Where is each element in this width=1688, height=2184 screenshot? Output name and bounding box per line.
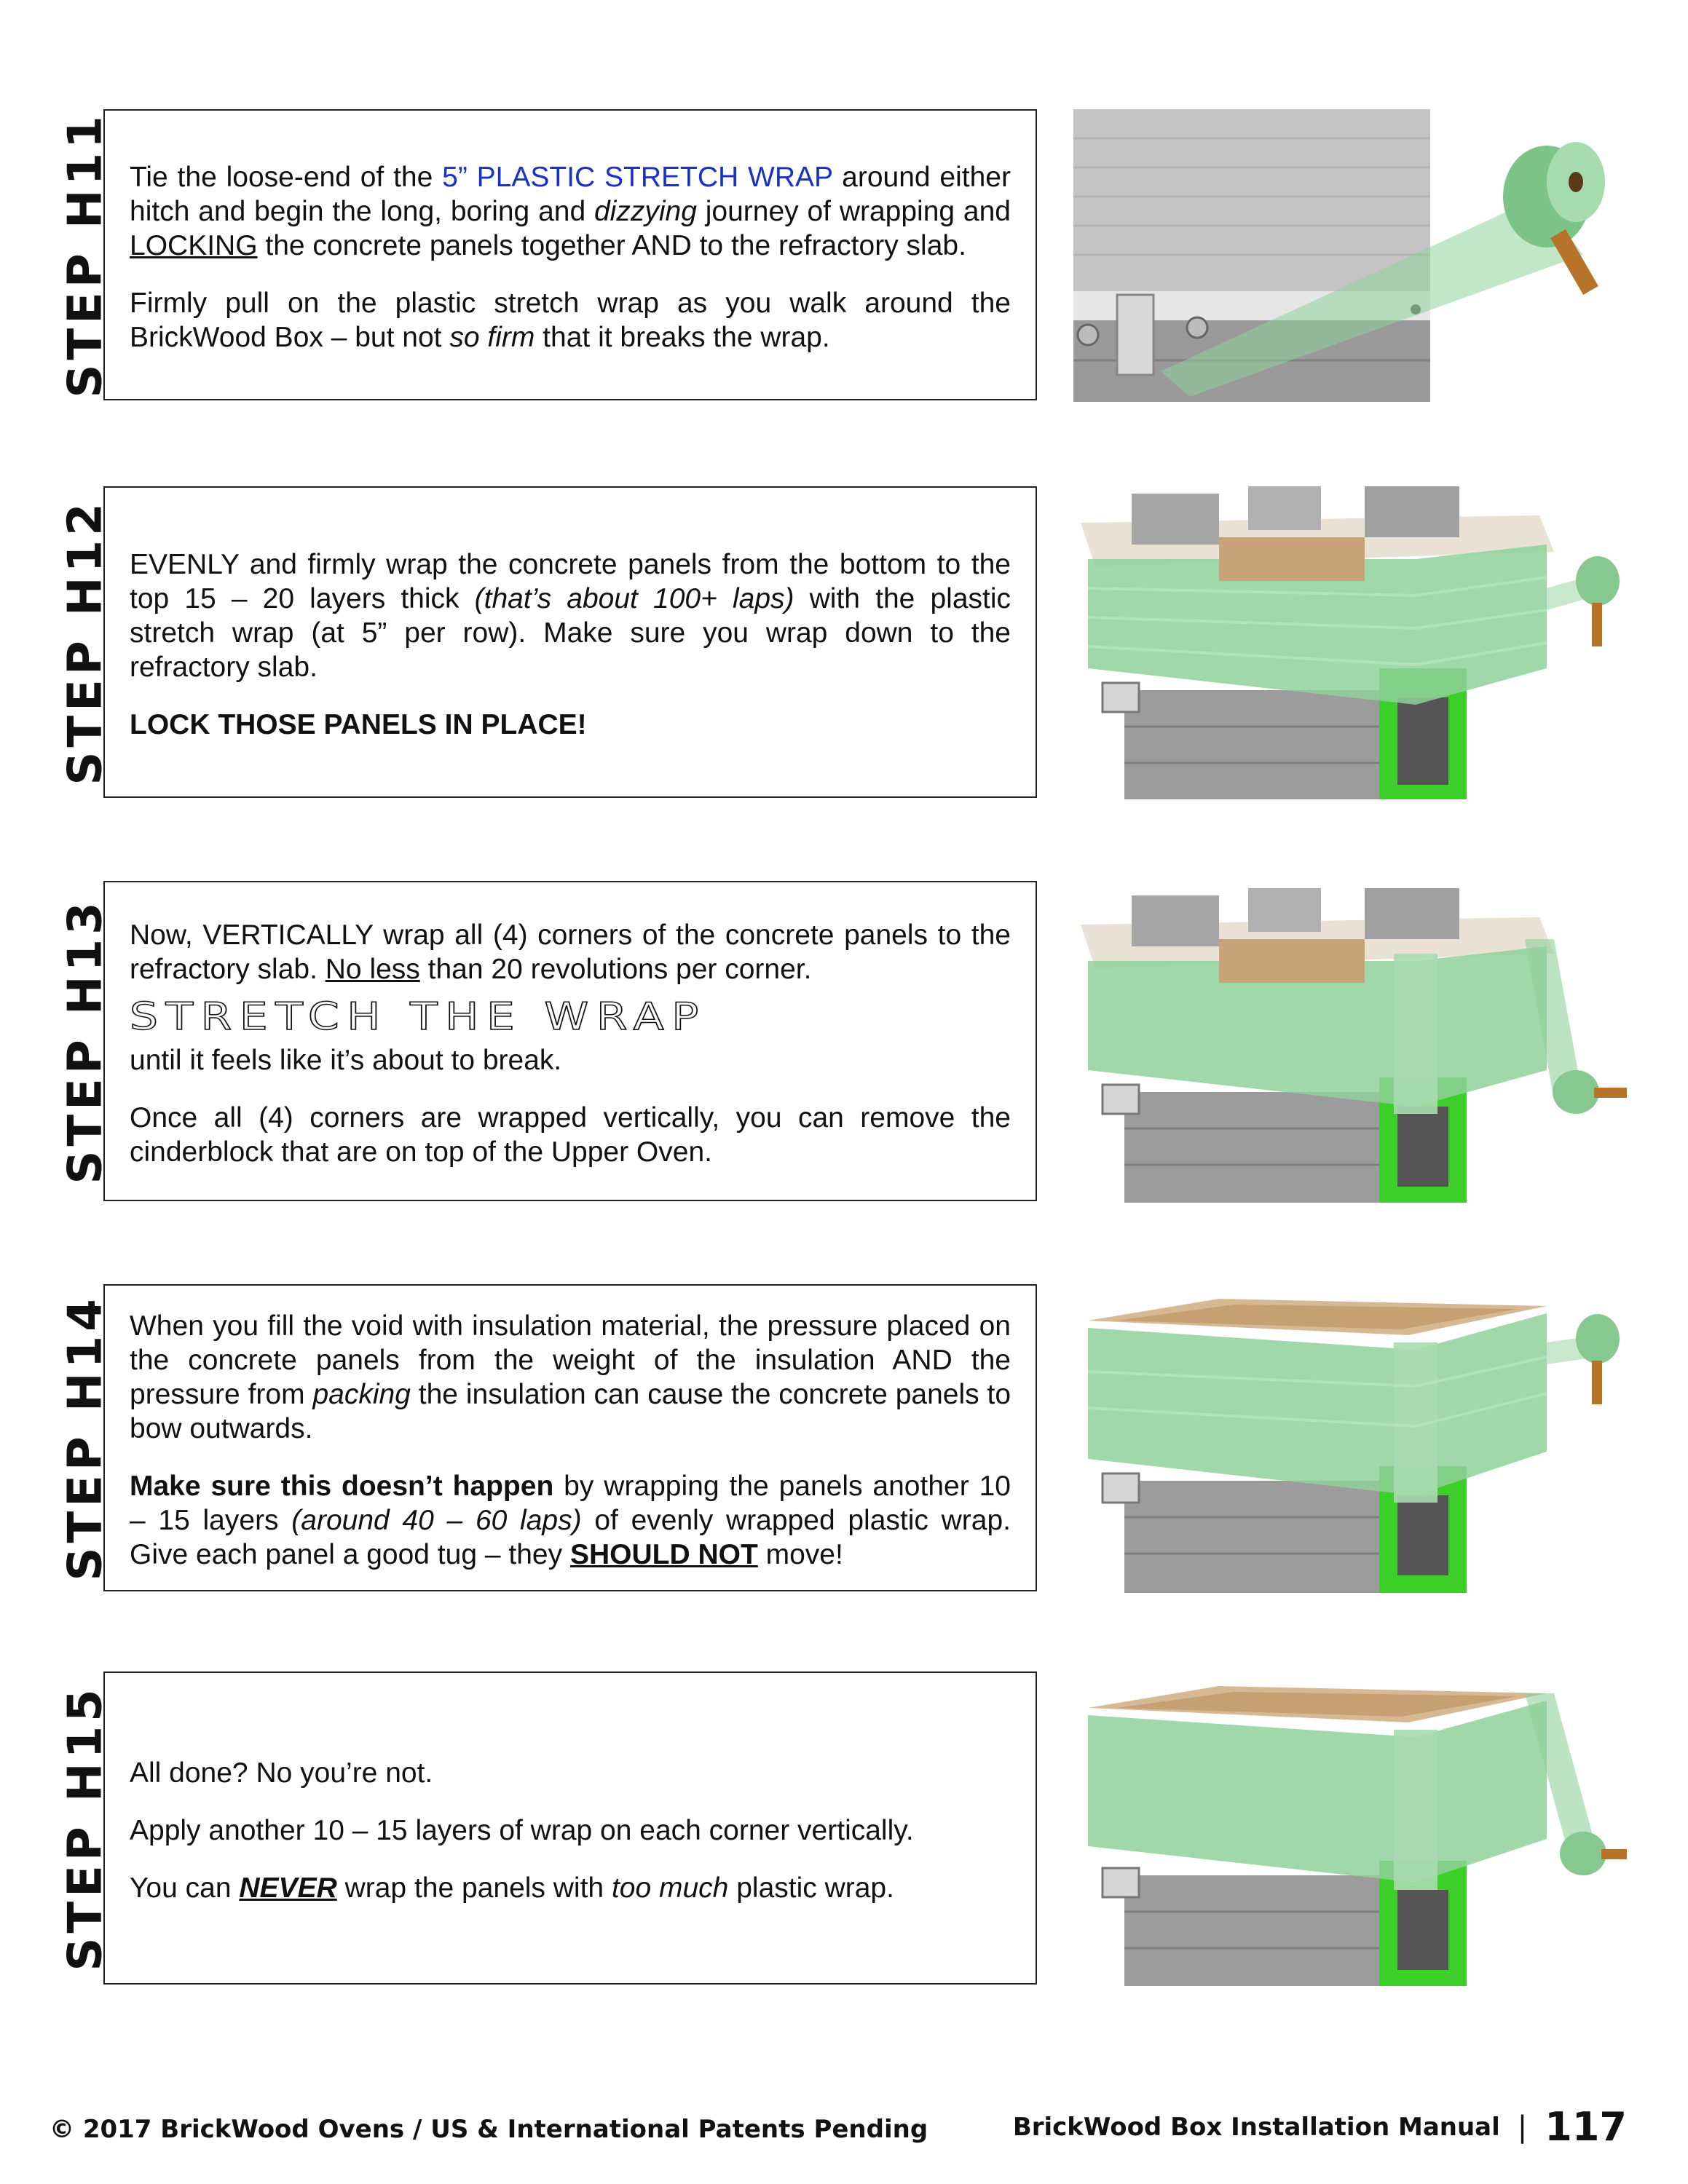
step-h13-paragraph-3: Once all (4) corners are wrapped vertically, you can remove the cinderblock that are on top of the Upper Oven. — [130, 1101, 1011, 1168]
footer-separator: | — [1517, 2110, 1528, 2144]
step-h12-paragraph-2: LOCK THOSE PANELS IN PLACE! — [130, 708, 587, 740]
step-h15-paragraph-2: Apply another 10 – 15 layers of wrap on each corner vertically. — [130, 1814, 914, 1846]
step-h13-illustration — [1073, 881, 1627, 1203]
footer-right — [1013, 2104, 1627, 2150]
step-h12-paragraph-1: EVENLY and firmly wrap the concrete panels from the bottom to the top 15 – 20 layers thick (that’s about 100+ laps) with the plastic stretch wrap (at 5” per row). Make sure you wrap down to the refractory slab. — [130, 548, 1011, 683]
stretch-banner: STRETCH THE WRAP — [130, 994, 706, 1039]
wrap-product-name: 5” PLASTIC STRETCH WRAP — [442, 161, 833, 193]
page-number: 117 — [1545, 2104, 1627, 2150]
step-h11-textbox — [103, 109, 1037, 400]
step-h15-illustration — [1073, 1671, 1627, 1986]
step-label-h15: STEP H15 — [59, 1685, 113, 1971]
step-h13-paragraph-2: until it feels like it’s about to break. — [130, 1044, 562, 1076]
step-label-h14: STEP H14 — [59, 1294, 113, 1581]
footer-copyright: © 2017 BrickWood Ovens / US & International Patents Pending — [50, 2115, 928, 2144]
step-label-h11: STEP H11 — [59, 111, 113, 398]
step-h14-paragraph-2: Make sure this doesn’t happen by wrapping the panels another 10 – 15 layers (around 40 – 60 laps) of evenly wrapped plastic wrap. Give each panel a good tug – they SHOULD NOT move! — [130, 1470, 1011, 1570]
step-h11-paragraph-1: Tie the loose-end of the 5” PLASTIC STRETCH WRAP around either hitch and begin the long, boring and dizzying journey of wrapping and LOCKING the concrete panels together AND to the refractory slab. — [130, 161, 1011, 261]
step-h15-paragraph-3: You can NEVER wrap the panels with too much plastic wrap. — [130, 1872, 894, 1904]
step-h12-illustration — [1073, 486, 1627, 799]
step-label-h12: STEP H12 — [59, 499, 113, 786]
step-h14-illustration — [1073, 1284, 1627, 1593]
step-h15-textbox — [103, 1671, 1037, 1985]
step-h11-illustration — [1073, 109, 1627, 402]
step-h11-paragraph-2: Firmly pull on the plastic stretch wrap as you walk around the BrickWood Box – but not so firm that it breaks the wrap. — [130, 287, 1011, 353]
step-h13-paragraph-1: Now, VERTICALLY wrap all (4) corners of the concrete panels to the refractory slab. No less than 20 revolutions per corner. — [130, 919, 1011, 985]
step-label-h13: STEP H13 — [59, 898, 113, 1184]
manual-title: BrickWood Box Installation Manual — [1012, 2112, 1500, 2142]
step-h14-paragraph-1: When you fill the void with insulation material, the pressure placed on the concrete panels from the weight of the insulation AND the pressure from packing the insulation can cause the concrete panels to bow outwards. — [130, 1310, 1011, 1444]
step-h14-textbox — [103, 1284, 1037, 1591]
step-h15-paragraph-1: All done? No you’re not. — [130, 1757, 433, 1789]
step-h12-textbox — [103, 486, 1037, 798]
step-h13-textbox — [103, 881, 1037, 1201]
